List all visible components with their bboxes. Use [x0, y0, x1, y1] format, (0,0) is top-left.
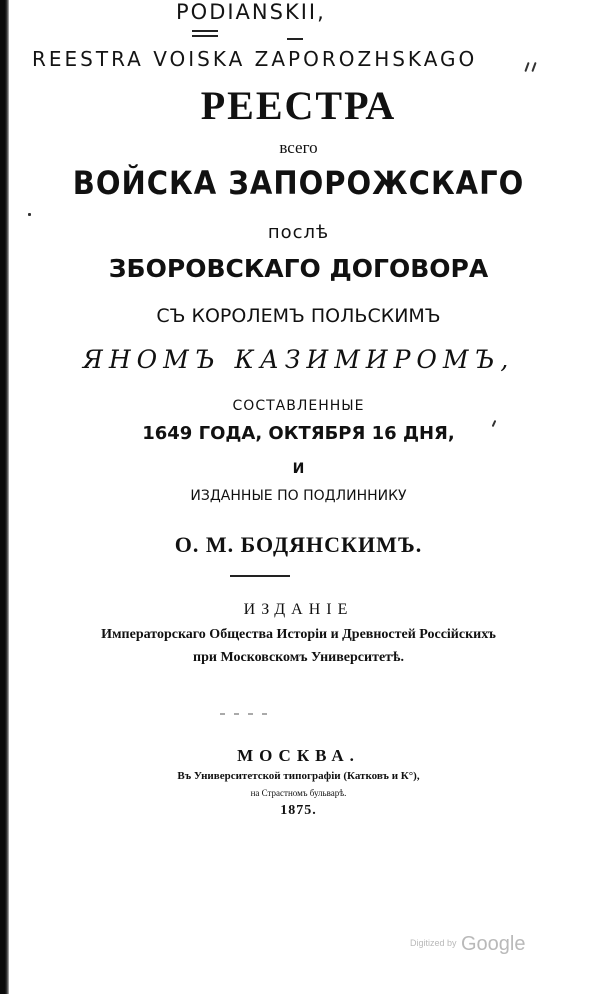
title-line-sostavlennye: СОСТАВЛЕННЫЕ	[232, 398, 365, 414]
faint-ornament	[220, 700, 280, 702]
handwritten-author-note: PODIANSKII,	[176, 0, 326, 24]
publisher-line-1: Императорскаго Общества Исторіи и Древностей Россійскихъ	[101, 627, 496, 642]
print-speck	[524, 62, 529, 72]
title-line-izdannye: ИЗДАННЫЕ ПО ПОДЛИННИКУ	[190, 488, 407, 504]
imprint-year: 1875.	[280, 803, 317, 818]
title-line-date: 1649 ГОДА, ОКТЯБРЯ 16 ДНЯ,	[142, 423, 455, 444]
title-line-voiska: ВОЙСКА ЗАПОРОЖСКАГО	[72, 164, 525, 202]
publisher-label: ИЗДАНІЕ	[243, 601, 354, 618]
divider-rule	[230, 575, 290, 577]
title-line-yanom: ЯНОМЪ КАЗИМИРОМЪ,	[82, 345, 515, 374]
handwritten-dash	[287, 38, 303, 40]
imprint-press: Въ Университетской типографіи (Катковъ и К°),	[177, 770, 420, 782]
imprint-city: МОСКВА.	[237, 746, 360, 765]
publisher-line-2: при Московскомъ Университетѣ.	[193, 650, 404, 665]
title-line-vsego: всего	[279, 138, 318, 157]
print-speck	[28, 213, 31, 216]
book-title: РЕЕСТРА	[200, 83, 397, 128]
handwritten-title-note: REESTRA VOISKA ZAPOROZHSKAGO	[32, 47, 478, 71]
title-line-korolem: СЪ КОРОЛЕМЪ ПОЛЬСКИМЪ	[156, 305, 441, 327]
print-speck	[531, 62, 536, 72]
title-line-zborovskago: ЗБОРОВСКАГО ДОГОВОРА	[108, 254, 489, 283]
watermark-brand: Google	[460, 933, 526, 955]
editor-name: О. М. БОДЯНСКИМЪ.	[174, 532, 423, 557]
google-watermark	[410, 933, 525, 956]
title-line-posle: послѣ	[267, 222, 330, 243]
handwritten-mark	[192, 30, 218, 40]
title-line-i: И	[292, 461, 305, 477]
imprint-address: на Страстномъ бульварѣ.	[250, 788, 347, 798]
watermark-prefix: Digitized by	[410, 938, 457, 948]
